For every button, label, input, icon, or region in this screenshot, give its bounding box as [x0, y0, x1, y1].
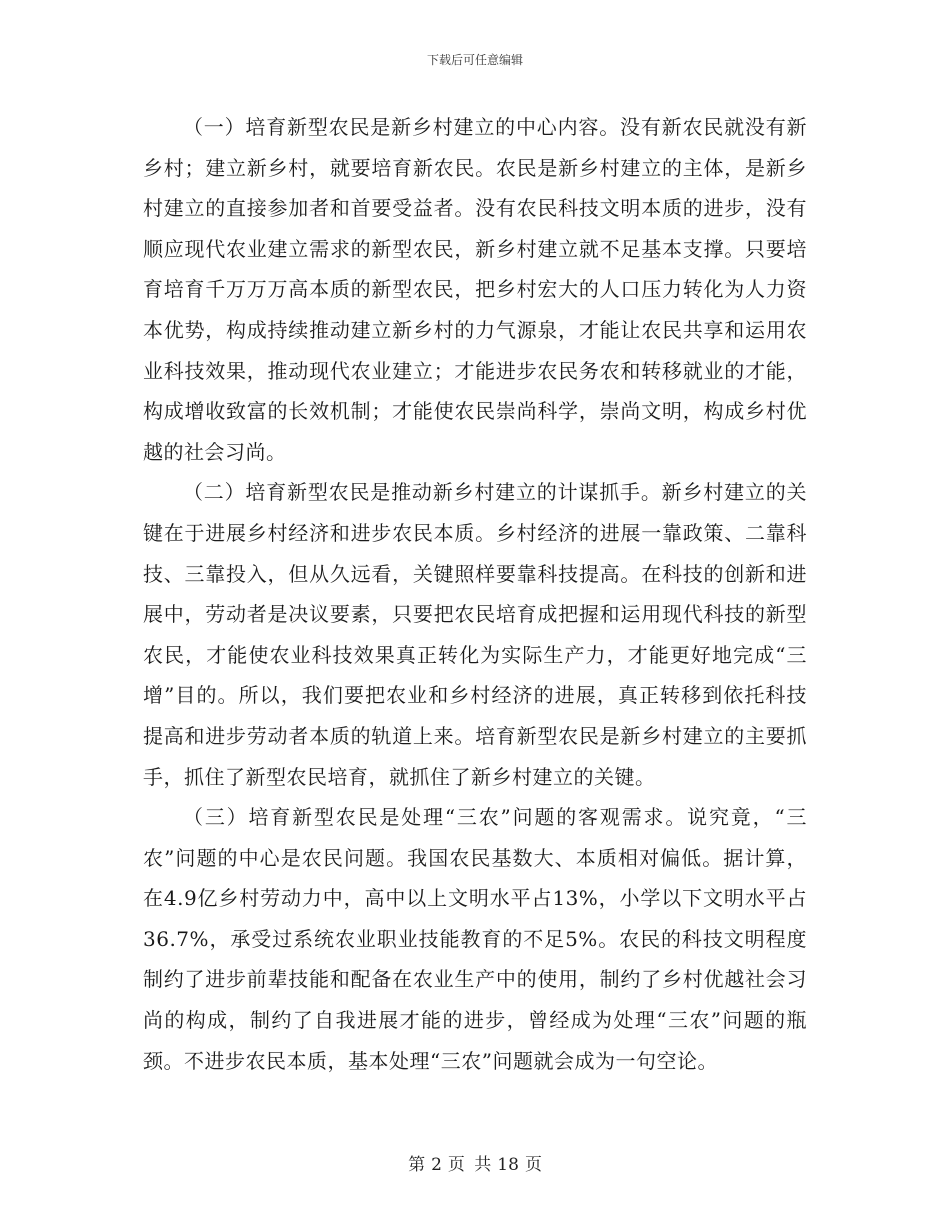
- paragraph-1: （一）培育新型农民是新乡村建立的中心内容。没有新农民就没有新乡村；建立新乡村，就要培育新农民。农民是新乡村建立的主体，是新乡村建立的直接参加者和首要受益者。没有农民科技文明本质的进步，没有顺应现代农业建立需求的新型农民，新乡村建立就不足基本支撑。只要培育培育千万万万高本质的新型农民，把乡村宏大的人口压力转化为人力资本优势，构成持续推动建立新乡村的力气源泉，才能让农民共享和运用农业科技效果，推动现代农业建立；才能进步农民务农和转移就业的才能，构成增收致富的长效机制；才能使农民崇尚科学，崇尚文明，构成乡村优越的社会习尚。: [143, 115, 807, 464]
- footer-prefix: 第: [408, 1155, 426, 1175]
- paragraph-3: （三）培育新型农民是处理“三农”问题的客观需求。说究竟，“三农”问题的中心是农民问题。我国农民基数大、本质相对偏低。据计算，在4.9亿乡村劳动力中，高中以上文明水平占13%，小学以下文明水平占36.7%，承受过系统农业职业技能教育的不足5%。农民的科技文明程度制约了进步前辈技能和配备在农业生产中的使用，制约了乡村优越社会习尚的构成，制约了自我进展才能的进步，曾经成为处理“三农”问题的瓶颈。不进步农民本质，基本处理“三农”问题就会成为一句空论。: [143, 805, 807, 1073]
- footer-suffix: 页: [524, 1155, 542, 1175]
- document-body: [143, 107, 807, 1081]
- current-page-number: 2: [431, 1155, 442, 1175]
- total-page-count: 18: [497, 1155, 519, 1175]
- paragraph-2: （二）培育新型农民是推动新乡村建立的计谋抓手。新乡村建立的关键在于进展乡村经济和进步农民本质。乡村经济的进展一靠政策、二靠科技、三靠投入，但从久远看，关键照样要靠科技提高。在科技的创新和进展中，劳动者是决议要素，只要把农民培育成把握和运用现代科技的新型农民，才能使农业科技效果真正转化为实际生产力，才能更好地完成“三增”目的。所以，我们要把农业和乡村经济的进展，真正转移到依托科技提高和进步劳动者本质的轨道上来。培育新型农民是新乡村建立的主要抓手，抓住了新型农民培育，就抓住了新乡村建立的关键。: [143, 480, 807, 789]
- page-footer: [0, 1154, 950, 1176]
- page-header: 下载后可任意编辑: [426, 53, 523, 67]
- footer-middle: 页 共: [447, 1155, 492, 1175]
